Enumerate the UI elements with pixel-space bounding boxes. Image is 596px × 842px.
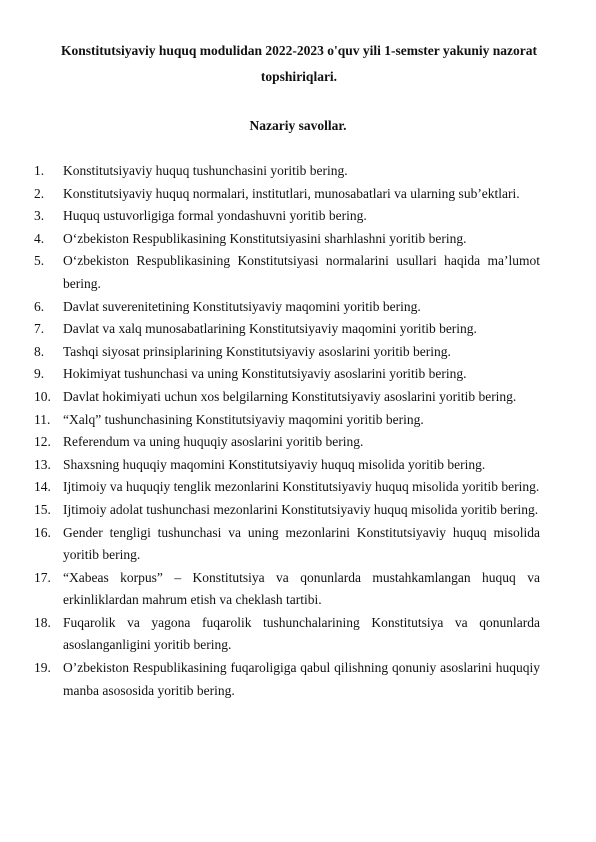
item-number: 9. (34, 366, 45, 382)
item-text: “Xabeas korpus” – Konstitutsiya va qonunlarda mustahkamlangan huquq va erkinliklardan mahrum etish va cheklash tartibi. (63, 569, 540, 608)
list-item (34, 476, 540, 499)
item-text: Konstitutsiyaviy huquq normalari, institutlari, munosabatlari va ularning sub’ektlari. (63, 185, 520, 201)
item-number: 15. (34, 501, 51, 517)
item-number: 3. (34, 208, 45, 224)
item-number: 5. (34, 253, 45, 269)
item-text: Davlat suverenitetining Konstitutsiyaviy maqomini yoritib bering. (63, 298, 421, 314)
item-text: O’zbekiston Respublikasining fuqaroligiga qabul qilishning qonuniy asoslarini huquqiy manba asososida yoritib bering. (63, 660, 540, 698)
item-number: 2. (34, 185, 45, 201)
list-item (34, 296, 540, 319)
list-item (34, 567, 540, 612)
list-item (34, 250, 540, 295)
list-item (34, 386, 540, 409)
item-text: O‘zbekiston Respublikasining Konstitutsiyasini sharhlashni yoritib bering. (63, 230, 467, 246)
item-number: 4. (34, 230, 45, 246)
item-number: 12. (34, 434, 51, 450)
list-item (34, 318, 540, 341)
item-text: Huquq ustuvorligiga formal yondashuvni yoritib bering. (63, 208, 367, 224)
item-number: 14. (34, 479, 51, 495)
list-item (34, 183, 540, 206)
item-number: 8. (34, 343, 45, 359)
item-text: Fuqarolik va yagona fuqarolik tushunchalarining Konstitutsiya va qonunlarda asoslanganligini yoritib bering. (63, 614, 540, 653)
item-text: “Xalq” tushunchasining Konstitutsiyaviy maqomini yoritib bering. (63, 411, 424, 427)
item-text: Ijtimoiy va huquqiy tenglik mezonlarini Konstitutsiyaviy huquq misolida yoritib bering. (63, 479, 540, 495)
item-text: Tashqi siyosat prinsiplarining Konstitutsiyaviy asoslarini yoritib bering. (63, 343, 451, 359)
list-item (34, 522, 540, 567)
list-item (34, 409, 540, 432)
list-item (34, 431, 540, 454)
question-list (34, 160, 540, 702)
list-item (34, 454, 540, 477)
item-number: 1. (34, 163, 45, 178)
section-heading: Nazariy savollar. (249, 118, 347, 133)
item-text: Gender tengligi tushunchasi va uning mezonlarini Konstitutsiyaviy huquq misolida yoritib bering. (63, 524, 540, 563)
document-title: Konstitutsiyaviy huquq modulidan 2022-2023 o'quv yili 1-semster yakuniy nazorat topshiriqlari. (60, 43, 538, 84)
list-item (34, 341, 540, 364)
item-text: Hokimiyat tushunchasi va uning Konstitutsiyaviy asoslarini yoritib bering. (63, 366, 467, 382)
item-text: Davlat va xalq munosabatlarining Konstitutsiyaviy maqomini yoritib bering. (63, 321, 477, 337)
item-number: 13. (34, 456, 51, 472)
list-item (34, 160, 540, 183)
item-number: 11. (34, 411, 51, 427)
item-number: 18. (34, 614, 51, 630)
list-item (34, 657, 540, 702)
item-text: Shaxsning huquqiy maqomini Konstitutsiyaviy huquq misolida yoritib bering. (63, 456, 486, 472)
item-number: 16. (34, 524, 51, 540)
item-number: 19. (34, 660, 51, 676)
item-number: 10. (34, 388, 51, 404)
list-item (34, 363, 540, 386)
item-number: 7. (34, 321, 45, 337)
list-item (34, 499, 540, 522)
item-text: Konstitutsiyaviy huquq tushunchasini yoritib bering. (63, 163, 348, 178)
item-number: 17. (34, 569, 51, 585)
item-text: Referendum va uning huquqiy asoslarini yoritib bering. (63, 434, 364, 450)
item-text: Ijtimoiy adolat tushunchasi mezonlarini Konstitutsiyaviy huquq misolida yoritib bering. (63, 501, 539, 517)
list-item (34, 228, 540, 251)
item-text: O‘zbekiston Respublikasining Konstitutsiyasi normalarini usullari haqida ma’lumot bering. (63, 253, 540, 291)
item-number: 6. (34, 298, 45, 314)
list-item (34, 612, 540, 657)
list-item (34, 205, 540, 228)
item-text: Davlat hokimiyati uchun xos belgilarning Konstitutsiyaviy asoslarini yoritib bering. (63, 388, 517, 404)
